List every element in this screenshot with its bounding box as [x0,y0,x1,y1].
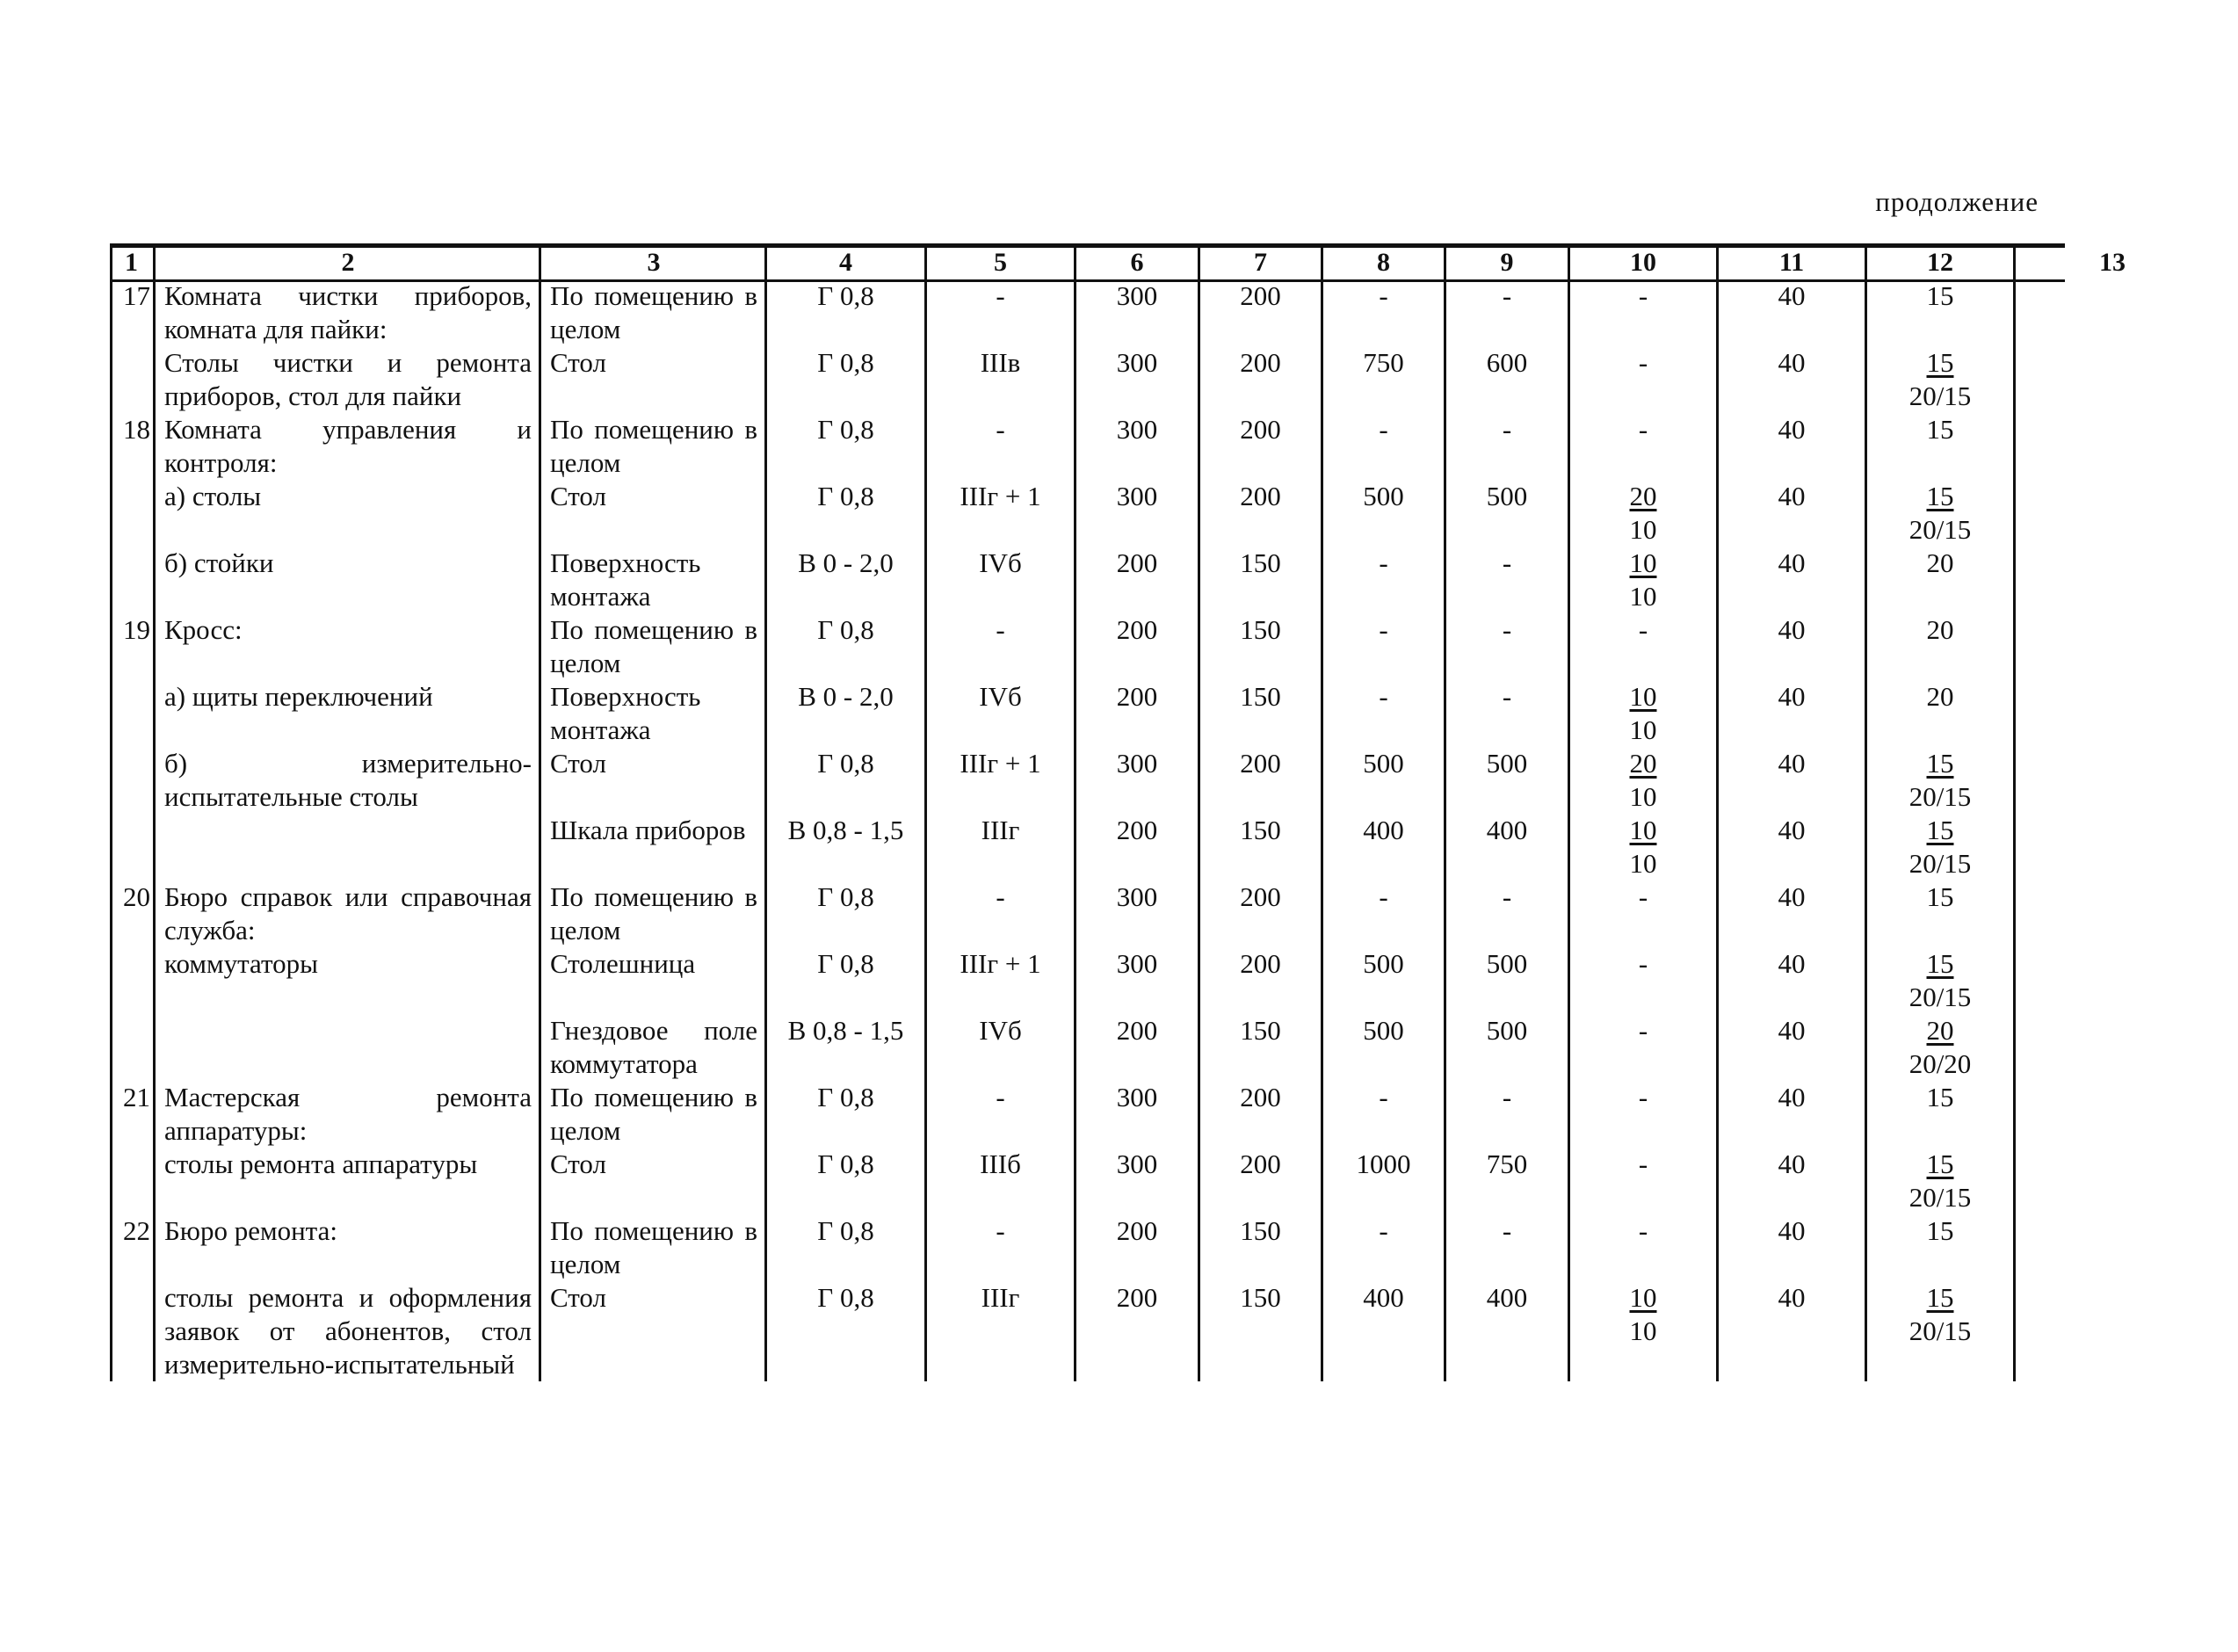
table-row [112,547,2157,613]
value-col-6: 200 [1076,1214,1199,1281]
value-col-12: 15 [1866,1214,2015,1281]
value-col-10-numerator: 10 [1629,547,1657,578]
value-col-12-denominator: 20/15 [1908,781,1972,812]
continuation-label: продолжение [1875,186,2039,217]
value-col-6: 200 [1076,1014,1199,1081]
value-col-12 [1866,1014,2015,1081]
row-number [112,680,155,747]
table-row [112,1214,2157,1281]
value-col-10 [1569,747,1718,814]
value-col-10-fraction [1630,814,1657,880]
value-col-6: 300 [1076,747,1199,814]
value-col-7: 150 [1199,814,1322,880]
room-name: Бюро ремонта: [155,1214,540,1281]
value-col-11: 40 [1718,880,1866,947]
value-col-7: 150 [1199,613,1322,680]
visual-category: - [926,413,1076,480]
table-row [112,279,2157,346]
visual-category: IVб [926,680,1076,747]
row-number [112,547,155,613]
value-col-13 [2015,880,2157,947]
value-col-7: 200 [1199,413,1322,480]
value-col-7: 200 [1199,747,1322,814]
value-col-9: - [1445,547,1569,613]
value-col-6: 300 [1076,279,1199,346]
visual-category: IVб [926,547,1076,613]
value-col-13 [2015,1148,2157,1214]
value-col-10-fraction [1630,1281,1657,1348]
value-col-9: 400 [1445,1281,1569,1381]
value-col-7: 200 [1199,1148,1322,1214]
plane-height: Г 0,8 [766,1214,926,1281]
value-col-7: 150 [1199,1214,1322,1281]
value-col-10-numerator: 10 [1629,1282,1657,1313]
table-row [112,1014,2157,1081]
plane-height: В 0 - 2,0 [766,547,926,613]
visual-category: IIIг + 1 [926,480,1076,547]
row-number [112,1281,155,1381]
column-number-header [112,248,2157,279]
value-col-12 [1866,480,2015,547]
value-col-13 [2015,547,2157,613]
value-col-12 [1866,947,2015,1014]
work-surface: Поверхность монтажа [540,547,766,613]
value-col-10-numerator: 20 [1629,748,1657,779]
value-col-8: - [1322,413,1445,480]
plane-height: Г 0,8 [766,1281,926,1381]
visual-category: - [926,1081,1076,1148]
value-col-12-fraction [1909,1148,1972,1214]
value-col-9: 500 [1445,947,1569,1014]
value-col-11: 40 [1718,547,1866,613]
value-col-13 [2015,1081,2157,1148]
value-col-8: - [1322,1214,1445,1281]
value-col-8: - [1322,547,1445,613]
value-col-10 [1569,680,1718,747]
value-col-12: 15 [1866,880,2015,947]
table-row [112,480,2157,547]
value-col-10: - [1569,1148,1718,1214]
value-col-11: 40 [1718,1281,1866,1381]
table-row [112,1081,2157,1148]
value-col-8: - [1322,880,1445,947]
value-col-12-denominator: 20/15 [1908,380,1972,411]
value-col-11: 40 [1718,413,1866,480]
table-row [112,947,2157,1014]
value-col-10-denominator: 10 [1629,848,1657,879]
value-col-10-fraction [1630,747,1657,814]
room-name: Мастерская ремонта аппаратуры: [155,1081,540,1148]
value-col-9: - [1445,279,1569,346]
value-col-10: - [1569,613,1718,680]
value-col-13 [2015,747,2157,814]
value-col-12-denominator: 20/15 [1908,514,1972,545]
value-col-9: 600 [1445,346,1569,413]
value-col-8: 500 [1322,1014,1445,1081]
value-col-10: - [1569,1214,1718,1281]
lighting-norms-table [110,248,2156,1381]
value-col-7: 150 [1199,1014,1322,1081]
value-col-10 [1569,480,1718,547]
value-col-9: 750 [1445,1148,1569,1214]
value-col-8: 1000 [1322,1148,1445,1214]
value-col-12-fraction [1909,1014,1972,1081]
value-col-13 [2015,947,2157,1014]
value-col-10: - [1569,279,1718,346]
work-surface: По помещению в целом [540,613,766,680]
table-row [112,680,2157,747]
value-col-11: 40 [1718,747,1866,814]
value-col-10-fraction [1630,480,1657,547]
row-number: 18 [112,413,155,480]
table-row [112,413,2157,480]
value-col-12-numerator: 15 [1926,815,1954,845]
value-col-13 [2015,680,2157,747]
plane-height: Г 0,8 [766,1148,926,1214]
room-name: а) щиты переключений [155,680,540,747]
value-col-13 [2015,480,2157,547]
visual-category: - [926,1214,1076,1281]
value-col-7: 150 [1199,1281,1322,1381]
visual-category: IIIг [926,1281,1076,1381]
value-col-6: 300 [1076,1081,1199,1148]
value-col-12-fraction [1909,747,1972,814]
value-col-12-denominator: 20/15 [1908,982,1972,1012]
table-row [112,1281,2157,1381]
value-col-7: 200 [1199,947,1322,1014]
table-row [112,880,2157,947]
value-col-12-denominator: 20/20 [1908,1048,1972,1079]
header-col-3: 3 [540,248,766,279]
room-name: столы ремонта аппаратуры [155,1148,540,1214]
row-number: 20 [112,880,155,947]
value-col-10: - [1569,1014,1718,1081]
room-name: коммутаторы [155,947,540,1014]
value-col-12-numerator: 15 [1926,948,1954,979]
room-name: а) столы [155,480,540,547]
value-col-12-denominator: 20/15 [1908,1315,1972,1346]
value-col-7: 200 [1199,480,1322,547]
table-row [112,1148,2157,1214]
value-col-7: 200 [1199,1081,1322,1148]
value-col-11: 40 [1718,613,1866,680]
value-col-12-numerator: 20 [1926,1015,1954,1046]
row-number: 22 [112,1214,155,1281]
visual-category: IIIб [926,1148,1076,1214]
visual-category: IVб [926,1014,1076,1081]
value-col-11: 40 [1718,1014,1866,1081]
value-col-10 [1569,814,1718,880]
value-col-13 [2015,1281,2157,1381]
value-col-12: 15 [1866,279,2015,346]
value-col-9: 500 [1445,1014,1569,1081]
work-surface: Стол [540,747,766,814]
work-surface: По помещению в целом [540,413,766,480]
value-col-9: - [1445,413,1569,480]
value-col-12: 20 [1866,613,2015,680]
value-col-10: - [1569,413,1718,480]
room-name: Столы чистки и ремонта приборов, стол для пайки [155,346,540,413]
value-col-7: 200 [1199,880,1322,947]
value-col-10-fraction [1630,680,1657,747]
value-col-12-fraction [1909,480,1972,547]
value-col-6: 200 [1076,547,1199,613]
work-surface: Стол [540,480,766,547]
value-col-13 [2015,613,2157,680]
value-col-8: - [1322,279,1445,346]
value-col-6: 200 [1076,680,1199,747]
header-col-13: 13 [2015,248,2157,279]
value-col-12-numerator: 15 [1926,481,1954,511]
header-col-2: 2 [155,248,540,279]
value-col-6: 200 [1076,814,1199,880]
visual-category: IIIг + 1 [926,947,1076,1014]
value-col-7: 200 [1199,279,1322,346]
value-col-12-fraction [1909,1281,1972,1348]
value-col-10 [1569,1281,1718,1381]
visual-category: - [926,613,1076,680]
value-col-9: - [1445,880,1569,947]
row-number [112,1014,155,1081]
value-col-10-numerator: 20 [1629,481,1657,511]
row-number [112,814,155,880]
value-col-12-denominator: 20/15 [1908,848,1972,879]
work-surface: Поверхность монтажа [540,680,766,747]
room-name: Бюро справок или справочная служба: [155,880,540,947]
plane-height: Г 0,8 [766,413,926,480]
room-name: Кросс: [155,613,540,680]
value-col-8: 400 [1322,814,1445,880]
value-col-10 [1569,547,1718,613]
work-surface: Стол [540,346,766,413]
value-col-8: 400 [1322,1281,1445,1381]
value-col-12-denominator: 20/15 [1908,1182,1972,1213]
work-surface: По помещению в целом [540,1214,766,1281]
value-col-6: 300 [1076,413,1199,480]
value-col-10: - [1569,1081,1718,1148]
value-col-12-fraction [1909,947,1972,1014]
value-col-12: 15 [1866,413,2015,480]
room-name [155,1014,540,1081]
value-col-12 [1866,1148,2015,1214]
work-surface: Стол [540,1148,766,1214]
value-col-10-numerator: 10 [1629,681,1657,712]
value-col-9: - [1445,1214,1569,1281]
plane-height: В 0,8 - 1,5 [766,1014,926,1081]
value-col-9: - [1445,1081,1569,1148]
visual-category: - [926,279,1076,346]
value-col-11: 40 [1718,346,1866,413]
value-col-11: 40 [1718,480,1866,547]
value-col-7: 150 [1199,680,1322,747]
value-col-12-numerator: 15 [1926,347,1954,378]
plane-height: Г 0,8 [766,1081,926,1148]
plane-height: Г 0,8 [766,613,926,680]
value-col-12 [1866,346,2015,413]
room-name [155,814,540,880]
value-col-13 [2015,814,2157,880]
value-col-10-numerator: 10 [1629,815,1657,845]
room-name: б) измерительно-испытательные столы [155,747,540,814]
value-col-10: - [1569,947,1718,1014]
value-col-9: 500 [1445,747,1569,814]
plane-height: Г 0,8 [766,480,926,547]
header-col-9: 9 [1445,248,1569,279]
table-row [112,747,2157,814]
value-col-12: 20 [1866,680,2015,747]
work-surface: Шкала приборов [540,814,766,880]
work-surface: Гнездовое поле коммутатора [540,1014,766,1081]
value-col-8: 500 [1322,747,1445,814]
value-col-12 [1866,747,2015,814]
room-name: б) стойки [155,547,540,613]
value-col-11: 40 [1718,1214,1866,1281]
value-col-10-fraction [1630,547,1657,613]
row-number [112,346,155,413]
plane-height: Г 0,8 [766,747,926,814]
value-col-6: 200 [1076,613,1199,680]
table-row [112,814,2157,880]
header-col-4: 4 [766,248,926,279]
value-col-6: 300 [1076,480,1199,547]
value-col-9: - [1445,613,1569,680]
value-col-12: 15 [1866,1081,2015,1148]
room-name: Комната чистки приборов, комната для пайки: [155,279,540,346]
room-name: Комната управления и контроля: [155,413,540,480]
header-col-8: 8 [1322,248,1445,279]
value-col-6: 300 [1076,346,1199,413]
value-col-12 [1866,814,2015,880]
value-col-7: 150 [1199,547,1322,613]
value-col-12 [1866,1281,2015,1381]
value-col-12: 20 [1866,547,2015,613]
header-col-1: 1 [112,248,155,279]
visual-category: - [926,880,1076,947]
header-col-11: 11 [1718,248,1866,279]
row-number [112,1148,155,1214]
value-col-11: 40 [1718,680,1866,747]
value-col-11: 40 [1718,1148,1866,1214]
value-col-12-fraction [1909,814,1972,880]
value-col-9: - [1445,680,1569,747]
work-surface: Столешница [540,947,766,1014]
row-number: 21 [112,1081,155,1148]
value-col-6: 300 [1076,1148,1199,1214]
value-col-10-denominator: 10 [1629,781,1657,812]
value-col-8: - [1322,680,1445,747]
plane-height: В 0 - 2,0 [766,680,926,747]
header-col-7: 7 [1199,248,1322,279]
value-col-8: 750 [1322,346,1445,413]
value-col-6: 300 [1076,947,1199,1014]
value-col-13 [2015,1014,2157,1081]
row-number: 17 [112,279,155,346]
value-col-9: 400 [1445,814,1569,880]
value-col-12-numerator: 15 [1926,1148,1954,1179]
value-col-13 [2015,1214,2157,1281]
value-col-10: - [1569,880,1718,947]
work-surface: По помещению в целом [540,279,766,346]
plane-height: Г 0,8 [766,880,926,947]
value-col-10-denominator: 10 [1629,1315,1657,1346]
header-col-10: 10 [1569,248,1718,279]
value-col-10-denominator: 10 [1629,581,1657,612]
value-col-10-denominator: 10 [1629,514,1657,545]
value-col-13 [2015,279,2157,346]
work-surface: По помещению в целом [540,880,766,947]
row-number: 19 [112,613,155,680]
value-col-11: 40 [1718,947,1866,1014]
visual-category: IIIв [926,346,1076,413]
row-number [112,747,155,814]
visual-category: IIIг + 1 [926,747,1076,814]
value-col-13 [2015,346,2157,413]
value-col-8: - [1322,613,1445,680]
value-col-8: 500 [1322,480,1445,547]
value-col-6: 200 [1076,1281,1199,1381]
header-col-6: 6 [1076,248,1199,279]
value-col-10: - [1569,346,1718,413]
header-col-12: 12 [1866,248,2015,279]
value-col-12-fraction [1909,346,1972,413]
value-col-10-denominator: 10 [1629,714,1657,745]
value-col-8: - [1322,1081,1445,1148]
row-number [112,947,155,1014]
plane-height: Г 0,8 [766,279,926,346]
plane-height: В 0,8 - 1,5 [766,814,926,880]
plane-height: Г 0,8 [766,947,926,1014]
value-col-7: 200 [1199,346,1322,413]
plane-height: Г 0,8 [766,346,926,413]
value-col-9: 500 [1445,480,1569,547]
work-surface: По помещению в целом [540,1081,766,1148]
header-col-5: 5 [926,248,1076,279]
row-number [112,480,155,547]
table-row [112,613,2157,680]
value-col-6: 300 [1076,880,1199,947]
table-row [112,346,2157,413]
value-col-8: 500 [1322,947,1445,1014]
room-name: столы ремонта и оформления заявок от абонентов, стол измерительно-испытательный [155,1281,540,1381]
value-col-13 [2015,413,2157,480]
value-col-12-numerator: 15 [1926,748,1954,779]
value-col-12-numerator: 15 [1926,1282,1954,1313]
value-col-11: 40 [1718,279,1866,346]
work-surface: Стол [540,1281,766,1381]
value-col-11: 40 [1718,814,1866,880]
value-col-11: 40 [1718,1081,1866,1148]
visual-category: IIIг [926,814,1076,880]
